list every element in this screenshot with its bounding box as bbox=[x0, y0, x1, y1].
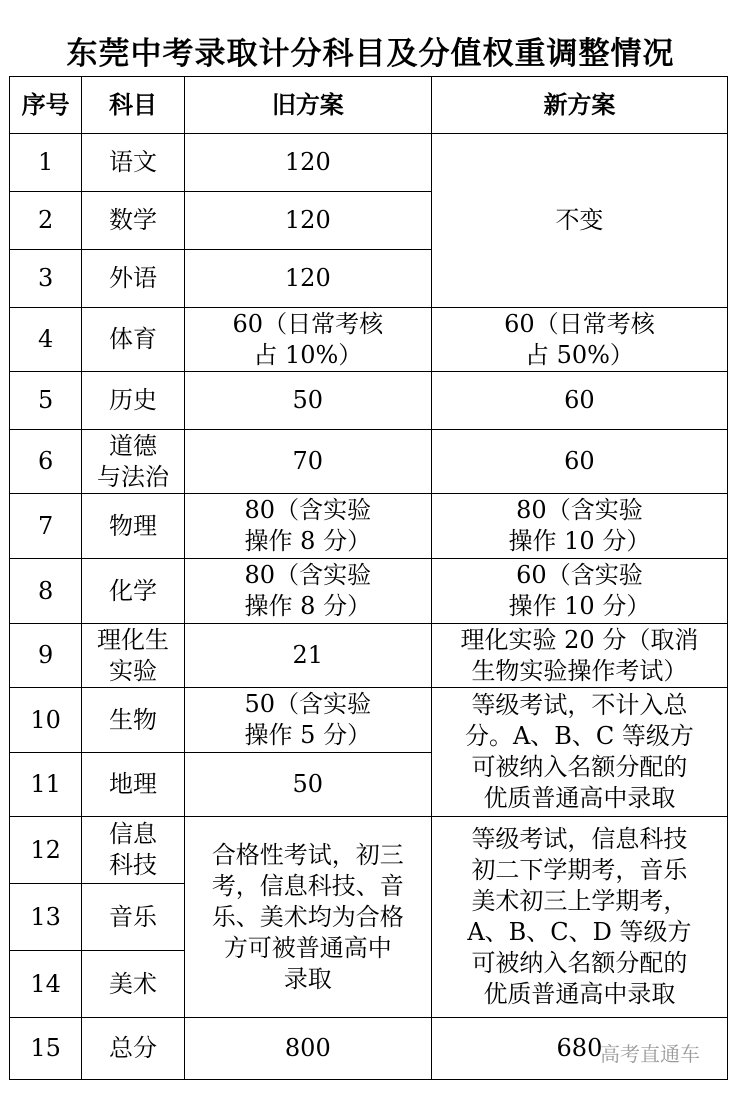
row-subject: 音乐 bbox=[82, 884, 184, 951]
row-subject: 理化生 实验 bbox=[82, 624, 184, 688]
row-old: 50 bbox=[184, 753, 431, 817]
header-no: 序号 bbox=[10, 77, 82, 134]
row-no: 6 bbox=[10, 430, 82, 494]
row-new-merged: 等级考试，信息科技 初二下学期考，音乐 美术初三上学期考， A、B、C、D 等级方 可被纳入名额分配的 优质普通高中录取 bbox=[431, 817, 727, 1018]
row-old: 80（含实验 操作 8 分） bbox=[184, 494, 431, 559]
row-new: 60（日常考核 占 50%） bbox=[431, 308, 727, 372]
row-no: 4 bbox=[10, 308, 82, 372]
row-no: 10 bbox=[10, 688, 82, 753]
table-row bbox=[10, 308, 728, 372]
row-old: 70 bbox=[184, 430, 431, 494]
row-no: 11 bbox=[10, 753, 82, 817]
row-no: 2 bbox=[10, 192, 82, 250]
row-new: 60 bbox=[431, 372, 727, 430]
row-old: 120 bbox=[184, 250, 431, 308]
table-row bbox=[10, 430, 728, 494]
row-old: 60（日常考核 占 10%） bbox=[184, 308, 431, 372]
watermark: 高考直通车 bbox=[600, 1042, 700, 1066]
row-old: 120 bbox=[184, 134, 431, 192]
row-no: 14 bbox=[10, 951, 82, 1018]
row-no: 8 bbox=[10, 559, 82, 624]
row-old-merged: 合格性考试，初三 考，信息科技、音 乐、美术均为合格 方可被普通高中 录取 bbox=[184, 817, 431, 1018]
row-subject: 地理 bbox=[82, 753, 184, 817]
row-subject: 化学 bbox=[82, 559, 184, 624]
row-old: 120 bbox=[184, 192, 431, 250]
row-old: 50（含实验 操作 5 分） bbox=[184, 688, 431, 753]
table-row bbox=[10, 688, 728, 753]
score-table bbox=[9, 76, 728, 1080]
row-subject: 生物 bbox=[82, 688, 184, 753]
header-new: 新方案 bbox=[431, 77, 727, 134]
row-subject: 语文 bbox=[82, 134, 184, 192]
row-new: 680 bbox=[431, 1018, 727, 1080]
row-new: 60（含实验 操作 10 分） bbox=[431, 559, 727, 624]
row-old: 50 bbox=[184, 372, 431, 430]
row-subject: 信息 科技 bbox=[82, 817, 184, 884]
row-old: 80（含实验 操作 8 分） bbox=[184, 559, 431, 624]
row-subject: 外语 bbox=[82, 250, 184, 308]
header-subject: 科目 bbox=[82, 77, 184, 134]
row-new: 60 bbox=[431, 430, 727, 494]
row-subject: 总分 bbox=[82, 1018, 184, 1080]
row-subject: 道德 与法治 bbox=[82, 430, 184, 494]
row-new: 理化实验 20 分（取消 生物实验操作考试） bbox=[431, 624, 727, 688]
row-no: 7 bbox=[10, 494, 82, 559]
row-new-merged: 不变 bbox=[431, 134, 727, 308]
row-no: 12 bbox=[10, 817, 82, 884]
row-subject: 数学 bbox=[82, 192, 184, 250]
table-header-row bbox=[10, 77, 728, 134]
row-subject: 历史 bbox=[82, 372, 184, 430]
row-new-merged: 等级考试，不计入总 分。A、B、C 等级方 可被纳入名额分配的 优质普通高中录取 bbox=[431, 688, 727, 817]
table-row bbox=[10, 494, 728, 559]
table-row bbox=[10, 134, 728, 192]
row-old: 21 bbox=[184, 624, 431, 688]
table-row bbox=[10, 559, 728, 624]
row-no: 1 bbox=[10, 134, 82, 192]
table-row bbox=[10, 624, 728, 688]
row-no: 15 bbox=[10, 1018, 82, 1080]
row-no: 3 bbox=[10, 250, 82, 308]
row-no: 13 bbox=[10, 884, 82, 951]
row-subject: 体育 bbox=[82, 308, 184, 372]
row-old: 800 bbox=[184, 1018, 431, 1080]
row-subject: 美术 bbox=[82, 951, 184, 1018]
row-no: 5 bbox=[10, 372, 82, 430]
table-row bbox=[10, 817, 728, 884]
table-row bbox=[10, 372, 728, 430]
header-old: 旧方案 bbox=[184, 77, 431, 134]
row-subject: 物理 bbox=[82, 494, 184, 559]
row-new: 80（含实验 操作 10 分） bbox=[431, 494, 727, 559]
page-title: 东莞中考录取计分科目及分值权重调整情况 bbox=[66, 36, 675, 72]
row-no: 9 bbox=[10, 624, 82, 688]
